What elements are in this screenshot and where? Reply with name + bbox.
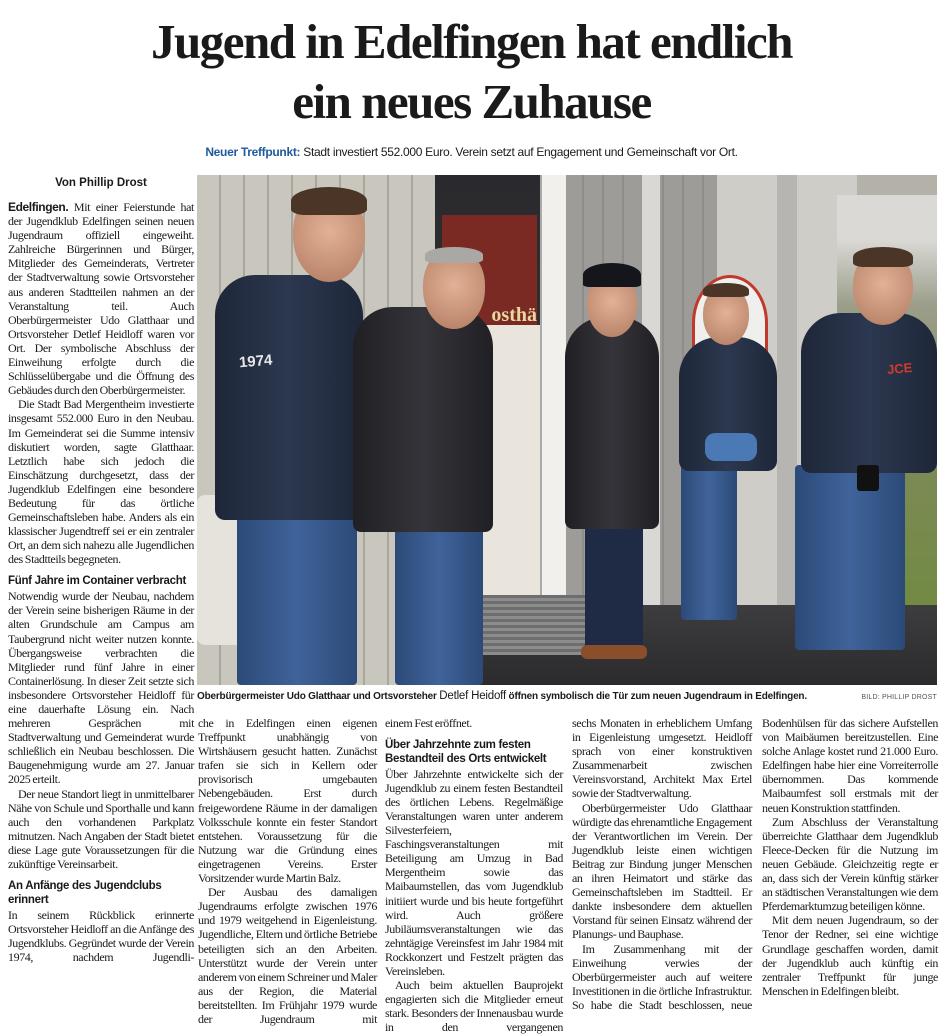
person-5-hoodie bbox=[801, 313, 937, 473]
person-1-hoodie bbox=[215, 275, 363, 520]
section-heading: An Anfänge des Jugendclubs erinnert bbox=[8, 880, 162, 906]
person-4-legs bbox=[681, 460, 737, 620]
paragraph-text: einem Fest eröffnet. bbox=[385, 716, 472, 730]
byline: Von Phillip Drost bbox=[55, 177, 147, 189]
paragraph-text: Mit einer Feierstunde hat der Jugendklub Edelfingen seinen neuen Jugendraum offiziell eingeweiht. Zahlreiche Bürgerinnen und Bürger, Mitglieder des Gemeinderats, Vertreter der Stadtverwaltung sowie Ortsvorsteher aus anderen Stadtteilen nahmen an der Veranstaltung teil. Auch Oberbürgermeister Udo Glatthaar und Ortsvorsteher Detlef Heidloff waren vor Ort. Der symbolische Abschluss der Einweihung erfolgte durch die Schlüsselübergabe und die Öffnung des Gebäudes durch den Oberbürgermeister. bbox=[8, 200, 194, 398]
article-photo bbox=[197, 175, 937, 685]
person-3-cap bbox=[583, 263, 641, 287]
paragraph bbox=[572, 942, 752, 1012]
paragraph bbox=[762, 815, 938, 914]
person-5-hair bbox=[853, 247, 913, 267]
paragraph-text: Der neue Standort liegt in unmittelbarer Nähe von Schule und Sporthalle und kann auch den vorhandenen Parkplatz mitnutzen. Nach Angaben der Stadt bietet diese Lage gute Voraussetzungen für die zukünftige Vereinsarbeit. bbox=[8, 786, 194, 872]
photo-caption bbox=[197, 690, 887, 703]
paragraph bbox=[385, 767, 563, 978]
headline bbox=[0, 12, 943, 132]
paragraph bbox=[762, 716, 938, 815]
paragraph bbox=[572, 801, 752, 942]
paragraph-text: In seinem Rückblick erinnerte Ortsvorsteher Heidloff an die Anfänge des Jugendklubs. Gegründet wurde der Verein 1974, nachdem Jugendli- bbox=[8, 907, 194, 964]
subheadline-text: Stadt investiert 552.000 Euro. Verein setzt auf Engagement und Gemeinschaft vor Ort. bbox=[300, 145, 738, 159]
paragraph-text: Im Zusammenhang mit der Einweihung verwies der Oberbürgermeister auch auf weitere Investitionen in die örtliche Infrastruktur. So habe die Stadt beschlossen, neue bbox=[572, 941, 752, 1012]
caption-name: Detlef Heidoff bbox=[439, 690, 506, 702]
paragraph-text: che in Edelfingen einen eigenen Treffpunkt unabhängig von Wirtshäusern gesucht hatten. Zunächst trafen sie sich in Kellern oder provisorisch umgebauten Nebengebäuden. Erst durch freigewordene Räume in der damaligen Volksschule konnte ein fester Standort entstehen. Voraussetzung für die Nutzung war die Gründung eines eingetragenen Vereins. Erster Vorsitzender wurde Martin Balz. bbox=[198, 716, 377, 886]
interior-sign: osthä bbox=[442, 215, 537, 325]
person-1-hair bbox=[291, 187, 367, 215]
article-column-5 bbox=[762, 716, 938, 998]
paragraph-text: Die Stadt Bad Mergentheim investierte insgesamt 552.000 Euro in den Neubau. Im Gemeinderat sei die Summe intensiv diskutiert worden, sagte Glatthaar. Letztlich habe sich jedoch die Einschätzung durchgesetzt, dass der Jugendklub Edelfingen eine besondere Bedeutung für das örtliche Gemeinschaftsleben habe. Anders als ein klassischer Jugendtreff sei er ein zentraler Ort, an dem sich nahezu alle Jugendlichen des Stadtteils begegneten. bbox=[8, 397, 194, 567]
article-column-1 bbox=[8, 200, 194, 964]
paragraph-text: Zum Abschluss der Veranstaltung überreichte Glatthaar dem Jugendklub Fleece-Decken für die Nutzung im neuen Gebäude. Gleichzeitig regte er an, dass sich der Verein künftig stärker an städtischen Veranstaltungen wie dem Pferdemarktumzug beteiligen könne. bbox=[762, 814, 938, 914]
cup bbox=[857, 465, 879, 491]
paragraph bbox=[198, 716, 377, 885]
paragraph-text: Über Jahrzehnte entwickelte sich der Jugendklub zu einem festen Bestandteil des örtlichen Lebens. Regelmäßige Veranstaltungen waren unter anderem Silvesterfeiern, Faschingsveranstaltungen mit Beteiligung am Umzug in Bad Mergentheim sowie das Maibaumstellen, das vom Jugendklub initiiert wurde und bis heute fortgeführt wird. Auch größere Jubiläumsveranstaltungen wie das zehntägige Vereinsfest im Jahr 1984 mit Rockkonzert und Festzelt prägten das Vereinsleben. bbox=[385, 766, 563, 978]
paragraph bbox=[8, 908, 194, 964]
paragraph bbox=[385, 716, 563, 730]
hoodie-logo: JCE bbox=[886, 359, 913, 378]
steel-post bbox=[777, 175, 797, 645]
paragraph-text: Mit dem neuen Jugendraum, so der Tenor der Redner, sei eine wichtige Grundlage geschaffen worden, damit der Jugendklub auch künftig ein zentraler Treffpunkt für junge Menschen in Edelfingen bleibt. bbox=[762, 913, 938, 998]
paragraph-text: Auch beim aktuellen Bauprojekt engagierten sich die Mitglieder erneut stark. Besonders der Innenausbau wurde in den vergangenen bbox=[385, 978, 563, 1034]
paragraph bbox=[198, 885, 377, 1026]
paragraph bbox=[8, 787, 194, 872]
subheadline-kicker: Neuer Treffpunkt: bbox=[205, 145, 301, 159]
paragraph-text: Oberbürgermeister Udo Glatthaar würdigte das ehrenamtliche Engagement der Verantwortlichen im Verein. Der Jugendklub leiste einen wichtigen Beitrag zur Bindung junger Menschen an ihren Heimatort und stärke das Gemeinschaftsleben im Stadtteil. Er dankte insbesondere dem aktuellen Vorstand für seinen Einsatz während der Planungs- und Bauphase. bbox=[572, 800, 752, 942]
paragraph-text: Notwendig wurde der Neubau, nachdem der Verein seine bisherigen Räume in der alten Grundschule am Campus am Taubergrund nicht weiter nutzen konnte. Übergangsweise verbrachten die Mitglieder rund fünf Jahre in einer Containerlösung. In dieser Zeit setzte sich insbesondere Ortsvorsteher Heidloff für eine dauerhafte Lösung ein. Nach mehreren Gesprächen mit Stadtverwaltung und Gemeinderat wurde schließlich ein Neubau beschlossen. Die Baugenehmigung wurde am 27. Januar 2025 erteilt. bbox=[8, 589, 194, 787]
paragraph bbox=[8, 200, 194, 397]
section-heading: Fünf Jahre im Container verbracht bbox=[8, 575, 186, 588]
headline-line-1: Jugend in Edelfingen hat endlich bbox=[151, 14, 792, 69]
paragraph bbox=[385, 978, 563, 1034]
caption-text-start: Oberbürgermeister Udo Glatthaar und Ortsvorsteher bbox=[197, 691, 440, 702]
caption-text-end: öffnen symbolisch die Tür zum neuen Jugendraum in Edelfingen. bbox=[505, 691, 807, 702]
paragraph-text: sechs Monaten in erheblichem Umfang in Eigenleistung umgesetzt. Heidloff sprach von einer konstruktiven Zusammenarbeit zwischen Vereinsvorstand, Architekt Max Ertel sowie der Stadtverwaltung. bbox=[572, 716, 752, 801]
person-4-hair bbox=[703, 283, 749, 297]
article-column-4 bbox=[572, 716, 752, 1012]
paragraph bbox=[572, 716, 752, 801]
subheadline bbox=[0, 145, 943, 159]
person-3-legs bbox=[585, 520, 643, 650]
article-column-2 bbox=[198, 716, 377, 1026]
article-column-3 bbox=[385, 716, 563, 1034]
paragraph bbox=[8, 397, 194, 566]
paragraph-text: Bodenhülsen für das sichere Aufstellen von Maibäumen bereitzustellen. Eine solche Anlage kostet rund 21.000 Euro. Edelfingen habe hier eine Vorreiterrolle übernommen. Das kommende Maibaumfest soll erstmals mit der neuen Konstruktion stattfinden. bbox=[762, 716, 938, 815]
person-3-coat bbox=[565, 317, 659, 529]
photo-credit: BILD: PHILLIP DROST bbox=[861, 694, 937, 701]
dateline: Edelfingen. bbox=[8, 200, 69, 214]
paragraph-text: Der Ausbau des damaligen Jugendraums erfolgte zwischen 1976 und 1979 weitgehend in Eigenleistung. Jugendliche, Eltern und örtliche Betriebe beteiligten sich an den Arbeiten. Unterstützt wurde der Verein unter anderem von einem Schreiner und Maler aus der Region, die Material bereitstellten. Im Frühjahr 1979 wurde der Jugendraum mit bbox=[198, 885, 377, 1026]
section-heading: Über Jahrzehnte zum festen Bestandteil des Orts entwickelt bbox=[385, 739, 547, 765]
hoodie-print: 1974 bbox=[238, 351, 274, 372]
person-2-hair bbox=[425, 247, 483, 263]
paragraph bbox=[8, 589, 194, 786]
headline-line-2: ein neues Zuhause bbox=[292, 74, 651, 129]
rolled-blanket bbox=[705, 433, 757, 461]
person-5-legs bbox=[795, 465, 905, 650]
paragraph bbox=[762, 913, 938, 998]
person-1-legs bbox=[237, 505, 357, 685]
person-2-jacket bbox=[353, 307, 493, 532]
person-3-shoes bbox=[581, 645, 647, 659]
